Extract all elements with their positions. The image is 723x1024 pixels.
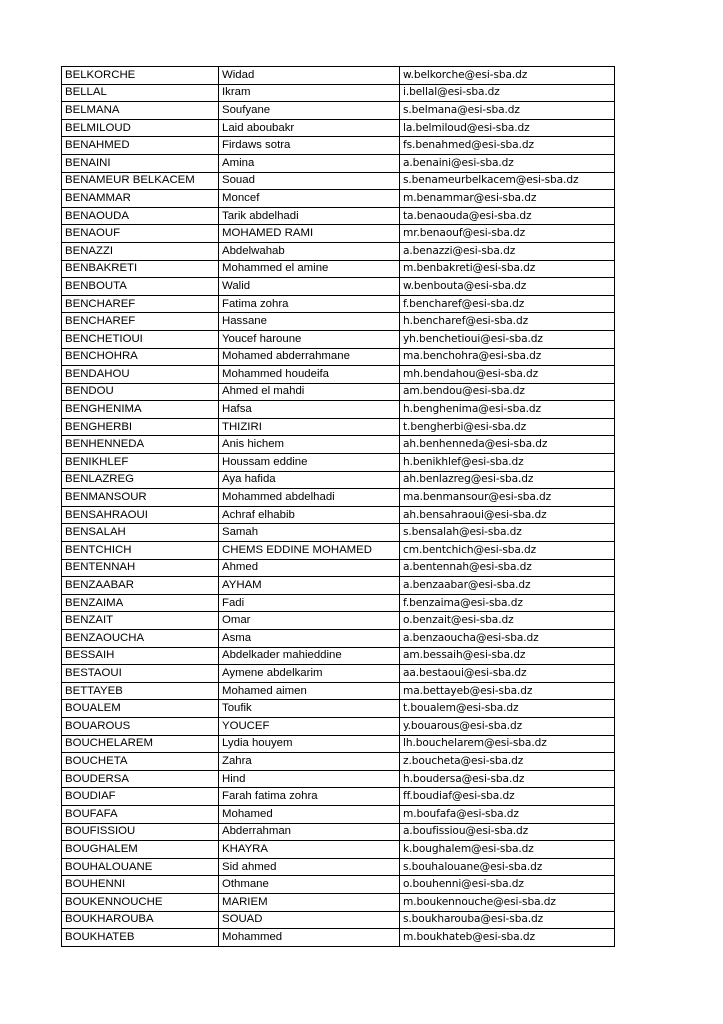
table-row bbox=[62, 489, 615, 507]
table-row bbox=[62, 119, 615, 137]
first-name-cell: Zahra bbox=[219, 753, 400, 771]
first-name-cell: Mohammed abdelhadi bbox=[219, 489, 400, 507]
email-cell: am.bendou@esi-sba.dz bbox=[400, 383, 615, 401]
first-name-cell: Fadi bbox=[219, 594, 400, 612]
first-name-cell: AYHAM bbox=[219, 577, 400, 595]
last-name-cell: BOUALEM bbox=[62, 700, 219, 718]
table-row bbox=[62, 524, 615, 542]
table-row bbox=[62, 260, 615, 278]
email-cell: h.bencharef@esi-sba.dz bbox=[400, 313, 615, 331]
last-name-cell: BENAHMED bbox=[62, 137, 219, 155]
first-name-cell: YOUCEF bbox=[219, 717, 400, 735]
last-name-cell: BOUCHETA bbox=[62, 753, 219, 771]
table-row bbox=[62, 612, 615, 630]
table-row bbox=[62, 348, 615, 366]
first-name-cell: Hassane bbox=[219, 313, 400, 331]
last-name-cell: BENZAIMA bbox=[62, 594, 219, 612]
table-row bbox=[62, 137, 615, 155]
last-name-cell: BENAOUDA bbox=[62, 207, 219, 225]
last-name-cell: BOUHALOUANE bbox=[62, 858, 219, 876]
email-cell: a.benzaoucha@esi-sba.dz bbox=[400, 630, 615, 648]
last-name-cell: BOUCHELAREM bbox=[62, 735, 219, 753]
table-row bbox=[62, 506, 615, 524]
table-row bbox=[62, 313, 615, 331]
last-name-cell: BOUDIAF bbox=[62, 788, 219, 806]
email-cell: s.bensalah@esi-sba.dz bbox=[400, 524, 615, 542]
last-name-cell: BENMANSOUR bbox=[62, 489, 219, 507]
email-cell: cm.bentchich@esi-sba.dz bbox=[400, 542, 615, 560]
first-name-cell: Aymene abdelkarim bbox=[219, 665, 400, 683]
last-name-cell: BENCHOHRA bbox=[62, 348, 219, 366]
last-name-cell: BOUKHAROUBA bbox=[62, 911, 219, 929]
last-name-cell: BENDAHOU bbox=[62, 366, 219, 384]
table-row bbox=[62, 330, 615, 348]
table-row bbox=[62, 102, 615, 120]
table-row bbox=[62, 823, 615, 841]
first-name-cell: Mohamed bbox=[219, 805, 400, 823]
first-name-cell: Hafsa bbox=[219, 401, 400, 419]
last-name-cell: BOUKENNOUCHE bbox=[62, 893, 219, 911]
first-name-cell: Fatima zohra bbox=[219, 295, 400, 313]
table-row bbox=[62, 366, 615, 384]
last-name-cell: BOUFAFA bbox=[62, 805, 219, 823]
table-row bbox=[62, 418, 615, 436]
table-row bbox=[62, 876, 615, 894]
last-name-cell: BENGHERBI bbox=[62, 418, 219, 436]
last-name-cell: BENAMMAR bbox=[62, 190, 219, 208]
email-cell: a.benaini@esi-sba.dz bbox=[400, 154, 615, 172]
email-cell: o.benzait@esi-sba.dz bbox=[400, 612, 615, 630]
table-row bbox=[62, 682, 615, 700]
first-name-cell: Samah bbox=[219, 524, 400, 542]
table-row bbox=[62, 454, 615, 472]
email-cell: fs.benahmed@esi-sba.dz bbox=[400, 137, 615, 155]
last-name-cell: BENBOUTA bbox=[62, 278, 219, 296]
first-name-cell: KHAYRA bbox=[219, 841, 400, 859]
first-name-cell: Youcef haroune bbox=[219, 330, 400, 348]
first-name-cell: Hind bbox=[219, 770, 400, 788]
last-name-cell: BENZAOUCHA bbox=[62, 630, 219, 648]
last-name-cell: BETTAYEB bbox=[62, 682, 219, 700]
email-cell: y.bouarous@esi-sba.dz bbox=[400, 717, 615, 735]
last-name-cell: BENSAHRAOUI bbox=[62, 506, 219, 524]
last-name-cell: BOUAROUS bbox=[62, 717, 219, 735]
last-name-cell: BENIKHLEF bbox=[62, 454, 219, 472]
first-name-cell: Houssam eddine bbox=[219, 454, 400, 472]
email-cell: m.boukhateb@esi-sba.dz bbox=[400, 929, 615, 947]
email-cell: o.bouhenni@esi-sba.dz bbox=[400, 876, 615, 894]
email-cell: ma.benchohra@esi-sba.dz bbox=[400, 348, 615, 366]
email-cell: ma.bettayeb@esi-sba.dz bbox=[400, 682, 615, 700]
table-row bbox=[62, 577, 615, 595]
table-row bbox=[62, 225, 615, 243]
first-name-cell: Ikram bbox=[219, 84, 400, 102]
table-row bbox=[62, 717, 615, 735]
first-name-cell: Souad bbox=[219, 172, 400, 190]
last-name-cell: BENLAZREG bbox=[62, 471, 219, 489]
first-name-cell: Ahmed bbox=[219, 559, 400, 577]
email-cell: a.boufissiou@esi-sba.dz bbox=[400, 823, 615, 841]
last-name-cell: BENHENNEDA bbox=[62, 436, 219, 454]
email-cell: s.bouhalouane@esi-sba.dz bbox=[400, 858, 615, 876]
last-name-cell: BENCHETIOUI bbox=[62, 330, 219, 348]
last-name-cell: BENZAIT bbox=[62, 612, 219, 630]
email-cell: z.boucheta@esi-sba.dz bbox=[400, 753, 615, 771]
email-cell: h.boudersa@esi-sba.dz bbox=[400, 770, 615, 788]
first-name-cell: Mohammed houdeifa bbox=[219, 366, 400, 384]
first-name-cell: Ahmed el mahdi bbox=[219, 383, 400, 401]
last-name-cell: BENCHAREF bbox=[62, 295, 219, 313]
first-name-cell: Omar bbox=[219, 612, 400, 630]
first-name-cell: Abderrahman bbox=[219, 823, 400, 841]
table-row bbox=[62, 295, 615, 313]
last-name-cell: BENAINI bbox=[62, 154, 219, 172]
first-name-cell: Mohamed aimen bbox=[219, 682, 400, 700]
email-cell: k.boughalem@esi-sba.dz bbox=[400, 841, 615, 859]
last-name-cell: BELMANA bbox=[62, 102, 219, 120]
last-name-cell: BELMILOUD bbox=[62, 119, 219, 137]
email-cell: t.boualem@esi-sba.dz bbox=[400, 700, 615, 718]
email-cell: s.benameurbelkacem@esi-sba.dz bbox=[400, 172, 615, 190]
table-row bbox=[62, 630, 615, 648]
email-cell: lh.bouchelarem@esi-sba.dz bbox=[400, 735, 615, 753]
last-name-cell: BELKORCHE bbox=[62, 67, 219, 85]
last-name-cell: BESSAIH bbox=[62, 647, 219, 665]
table-row bbox=[62, 700, 615, 718]
first-name-cell: Soufyane bbox=[219, 102, 400, 120]
last-name-cell: BENTENNAH bbox=[62, 559, 219, 577]
table-row bbox=[62, 770, 615, 788]
first-name-cell: Tarik abdelhadi bbox=[219, 207, 400, 225]
table-row bbox=[62, 594, 615, 612]
email-cell: s.boukharouba@esi-sba.dz bbox=[400, 911, 615, 929]
email-cell: a.benzaabar@esi-sba.dz bbox=[400, 577, 615, 595]
first-name-cell: Mohammed bbox=[219, 929, 400, 947]
table-body bbox=[62, 67, 615, 947]
table-row bbox=[62, 436, 615, 454]
email-cell: a.benazzi@esi-sba.dz bbox=[400, 242, 615, 260]
table-row bbox=[62, 735, 615, 753]
last-name-cell: BOUFISSIOU bbox=[62, 823, 219, 841]
last-name-cell: BENCHAREF bbox=[62, 313, 219, 331]
last-name-cell: BOUGHALEM bbox=[62, 841, 219, 859]
email-cell: ah.benlazreg@esi-sba.dz bbox=[400, 471, 615, 489]
last-name-cell: BENZAABAR bbox=[62, 577, 219, 595]
first-name-cell: Othmane bbox=[219, 876, 400, 894]
last-name-cell: BENTCHICH bbox=[62, 542, 219, 560]
first-name-cell: MOHAMED RAMI bbox=[219, 225, 400, 243]
email-cell: ta.benaouda@esi-sba.dz bbox=[400, 207, 615, 225]
first-name-cell: Amina bbox=[219, 154, 400, 172]
table-row bbox=[62, 278, 615, 296]
table-row bbox=[62, 67, 615, 85]
table-row bbox=[62, 401, 615, 419]
table-row bbox=[62, 665, 615, 683]
first-name-cell: Abdelkader mahieddine bbox=[219, 647, 400, 665]
last-name-cell: BENBAKRETI bbox=[62, 260, 219, 278]
email-cell: ah.bensahraoui@esi-sba.dz bbox=[400, 506, 615, 524]
last-name-cell: BOUDERSA bbox=[62, 770, 219, 788]
first-name-cell: THIZIRI bbox=[219, 418, 400, 436]
first-name-cell: Mohammed el amine bbox=[219, 260, 400, 278]
table-row bbox=[62, 559, 615, 577]
last-name-cell: BENAOUF bbox=[62, 225, 219, 243]
first-name-cell: Moncef bbox=[219, 190, 400, 208]
table-row bbox=[62, 753, 615, 771]
last-name-cell: BELLAL bbox=[62, 84, 219, 102]
last-name-cell: BOUHENNI bbox=[62, 876, 219, 894]
first-name-cell: CHEMS EDDINE MOHAMED bbox=[219, 542, 400, 560]
email-cell: w.benbouta@esi-sba.dz bbox=[400, 278, 615, 296]
email-cell: la.belmiloud@esi-sba.dz bbox=[400, 119, 615, 137]
first-name-cell: Mohamed abderrahmane bbox=[219, 348, 400, 366]
table-row bbox=[62, 84, 615, 102]
table-row bbox=[62, 841, 615, 859]
first-name-cell: Walid bbox=[219, 278, 400, 296]
last-name-cell: BESTAOUI bbox=[62, 665, 219, 683]
table-row bbox=[62, 893, 615, 911]
student-email-table bbox=[61, 66, 615, 947]
email-cell: ma.benmansour@esi-sba.dz bbox=[400, 489, 615, 507]
table-row bbox=[62, 929, 615, 947]
first-name-cell: Sid ahmed bbox=[219, 858, 400, 876]
table-row bbox=[62, 383, 615, 401]
table-row bbox=[62, 471, 615, 489]
first-name-cell: Firdaws sotra bbox=[219, 137, 400, 155]
email-cell: s.belmana@esi-sba.dz bbox=[400, 102, 615, 120]
email-cell: ah.benhenneda@esi-sba.dz bbox=[400, 436, 615, 454]
table-row bbox=[62, 172, 615, 190]
table-row bbox=[62, 154, 615, 172]
first-name-cell: Achraf elhabib bbox=[219, 506, 400, 524]
email-cell: am.bessaih@esi-sba.dz bbox=[400, 647, 615, 665]
email-cell: m.boukennouche@esi-sba.dz bbox=[400, 893, 615, 911]
email-cell: f.benzaima@esi-sba.dz bbox=[400, 594, 615, 612]
email-cell: mh.bendahou@esi-sba.dz bbox=[400, 366, 615, 384]
table-row bbox=[62, 242, 615, 260]
last-name-cell: BENGHENIMA bbox=[62, 401, 219, 419]
email-cell: aa.bestaoui@esi-sba.dz bbox=[400, 665, 615, 683]
email-cell: m.benbakreti@esi-sba.dz bbox=[400, 260, 615, 278]
email-cell: mr.benaouf@esi-sba.dz bbox=[400, 225, 615, 243]
first-name-cell: Widad bbox=[219, 67, 400, 85]
table-row bbox=[62, 805, 615, 823]
email-cell: i.bellal@esi-sba.dz bbox=[400, 84, 615, 102]
table-row bbox=[62, 647, 615, 665]
last-name-cell: BENDOU bbox=[62, 383, 219, 401]
email-cell: m.boufafa@esi-sba.dz bbox=[400, 805, 615, 823]
first-name-cell: Asma bbox=[219, 630, 400, 648]
table-row bbox=[62, 190, 615, 208]
email-cell: h.benikhlef@esi-sba.dz bbox=[400, 454, 615, 472]
first-name-cell: Abdelwahab bbox=[219, 242, 400, 260]
email-cell: yh.benchetioui@esi-sba.dz bbox=[400, 330, 615, 348]
first-name-cell: Lydia houyem bbox=[219, 735, 400, 753]
email-cell: ff.boudiaf@esi-sba.dz bbox=[400, 788, 615, 806]
first-name-cell: SOUAD bbox=[219, 911, 400, 929]
last-name-cell: BOUKHATEB bbox=[62, 929, 219, 947]
first-name-cell: Anis hichem bbox=[219, 436, 400, 454]
first-name-cell: Toufik bbox=[219, 700, 400, 718]
first-name-cell: Aya hafida bbox=[219, 471, 400, 489]
email-cell: w.belkorche@esi-sba.dz bbox=[400, 67, 615, 85]
last-name-cell: BENAMEUR BELKACEM bbox=[62, 172, 219, 190]
table-row bbox=[62, 207, 615, 225]
email-cell: m.benammar@esi-sba.dz bbox=[400, 190, 615, 208]
email-cell: h.benghenima@esi-sba.dz bbox=[400, 401, 615, 419]
table-row bbox=[62, 858, 615, 876]
email-cell: a.bentennah@esi-sba.dz bbox=[400, 559, 615, 577]
table-row bbox=[62, 542, 615, 560]
email-cell: t.bengherbi@esi-sba.dz bbox=[400, 418, 615, 436]
last-name-cell: BENAZZI bbox=[62, 242, 219, 260]
first-name-cell: Farah fatima zohra bbox=[219, 788, 400, 806]
first-name-cell: MARIEM bbox=[219, 893, 400, 911]
table-row bbox=[62, 911, 615, 929]
email-cell: f.bencharef@esi-sba.dz bbox=[400, 295, 615, 313]
first-name-cell: Laid aboubakr bbox=[219, 119, 400, 137]
table-row bbox=[62, 788, 615, 806]
last-name-cell: BENSALAH bbox=[62, 524, 219, 542]
